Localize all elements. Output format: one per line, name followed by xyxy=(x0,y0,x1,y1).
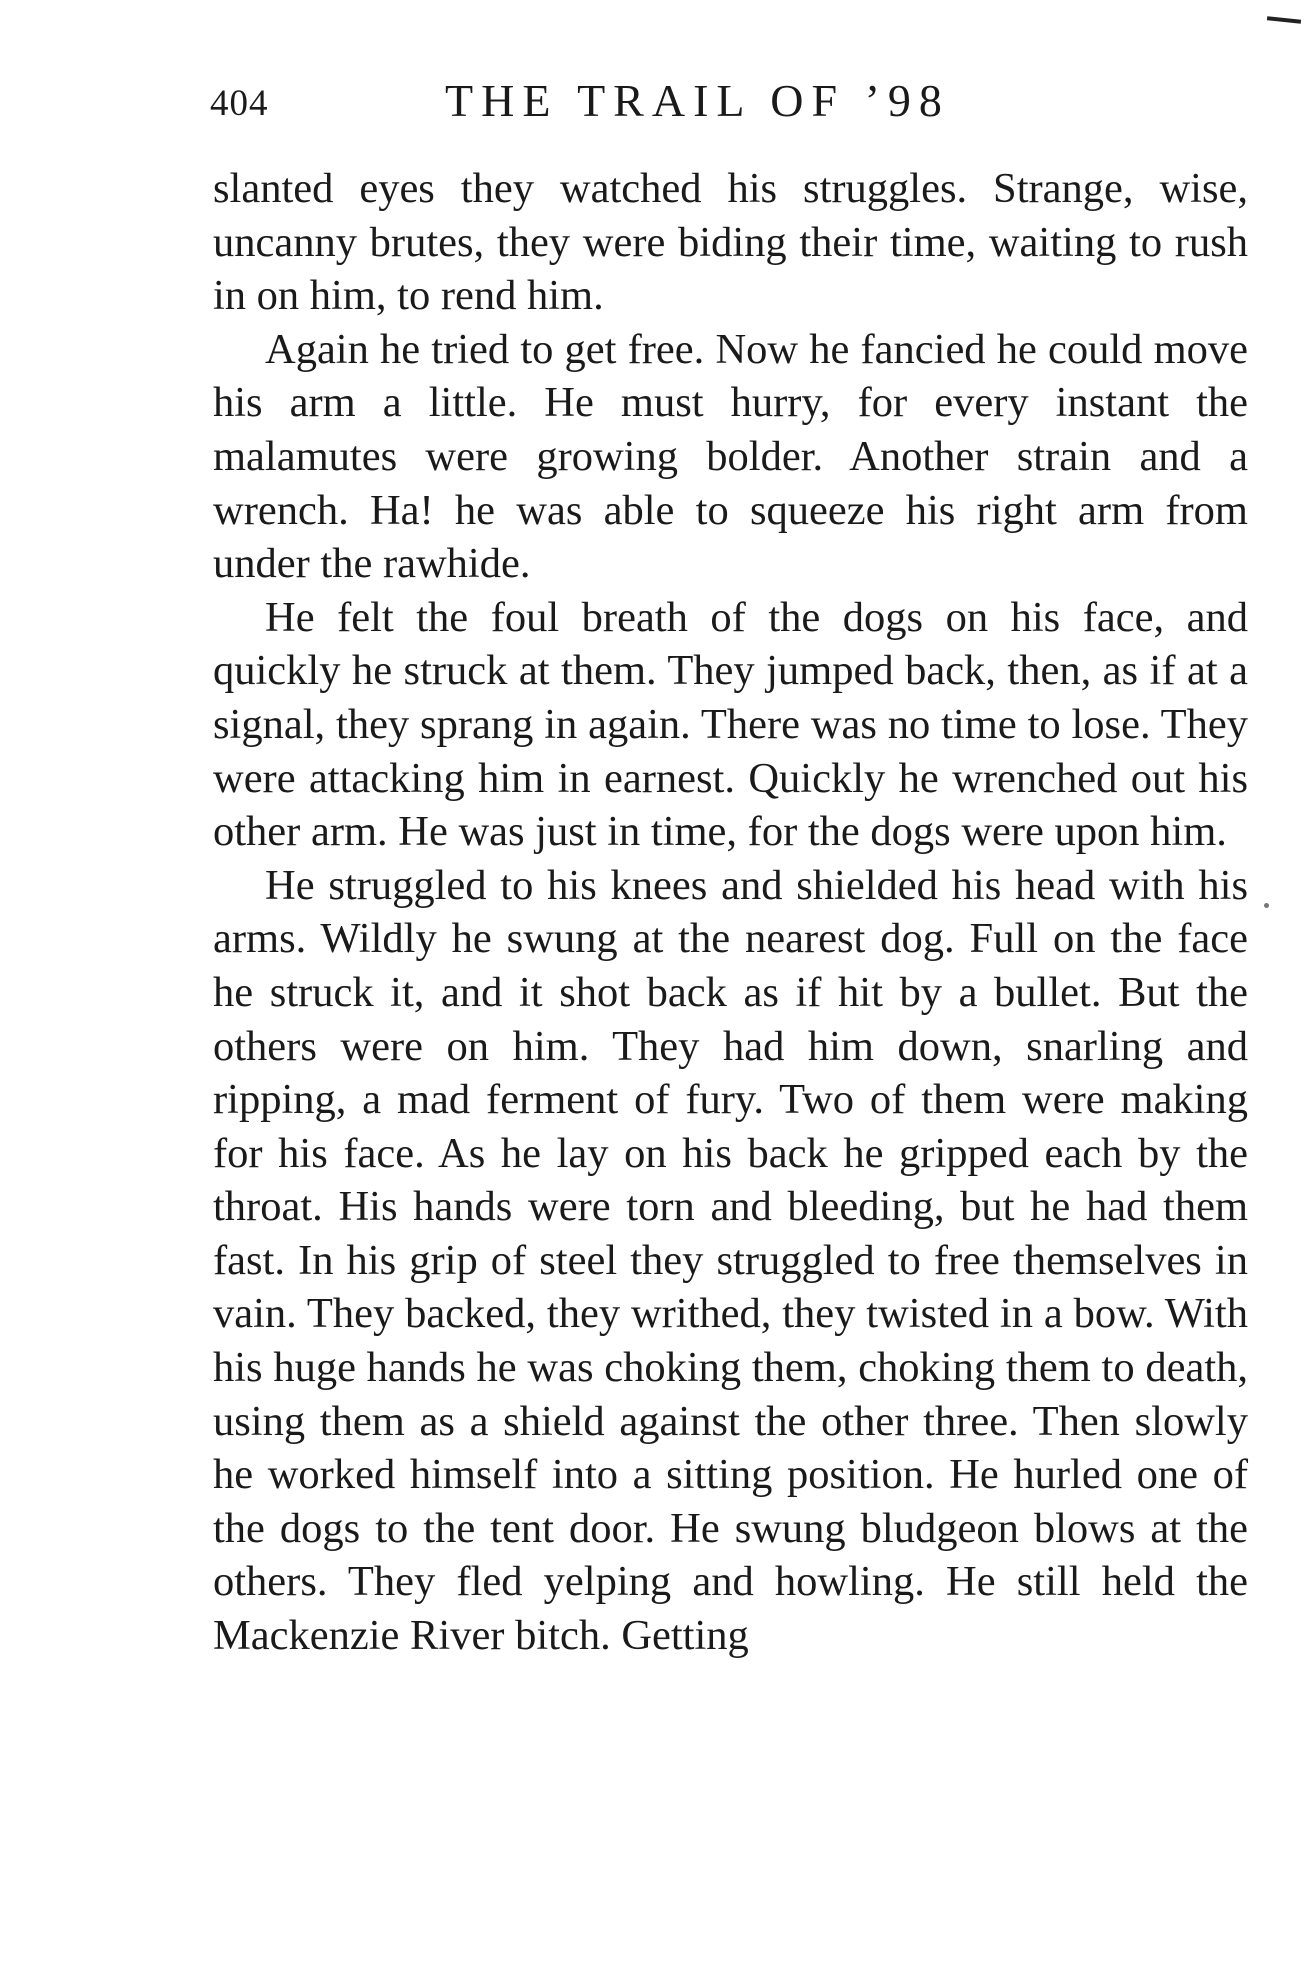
paragraph: He felt the foul breath of the dogs on his face, and quickly he struck at them. They jumped back, then, as if at a signal, they sprang in again. There was no time to lose. They were attacking him in earnest. Quickly he wrenched out his other arm. He was just in time, for the dogs were upon him. xyxy=(213,593,1248,856)
ink-speck xyxy=(1264,903,1269,908)
body-text xyxy=(213,162,1248,1663)
page-number: 404 xyxy=(210,83,269,124)
paragraph: He struggled to his knees and shielded his head with his arms. Wildly he swung at the nearest dog. Full on the face he struck it, and it shot back as if hit by a bullet. But the others were on him. They had him down, snarling and ripping, a mad ferment of fury. Two of them were making for his face. As he lay on his back he gripped each by the throat. His hands were torn and bleeding, but he had them fast. In his grip of steel they struggled to free themselves in vain. They backed, they writhed, they twisted in a bow. With his huge hands he was choking them, choking them to death, using them as a shield against the other three. Then slowly he worked himself into a sitting position. He hurled one of the dogs to the tent door. He swung bludgeon blows at the others. They fled yelping and howling. He still held the Mackenzie River bitch. Getting xyxy=(213,861,1248,1660)
paragraph-continued: slanted eyes they watched his struggles. Strange, wise, uncanny brutes, they were biding their time, waiting to rush in on him, to rend him. xyxy=(213,165,1248,320)
paragraph: Again he tried to get free. Now he fancied he could move his arm a little. He must hurry, for every instant the malamutes were growing bolder. Another strain and a wrench. Ha! he was able to squeeze his right arm from under the rawhide. xyxy=(213,325,1248,588)
running-title: THE TRAIL OF ’98 xyxy=(445,75,950,126)
corner-mark xyxy=(1267,16,1301,24)
running-header xyxy=(210,74,1250,134)
